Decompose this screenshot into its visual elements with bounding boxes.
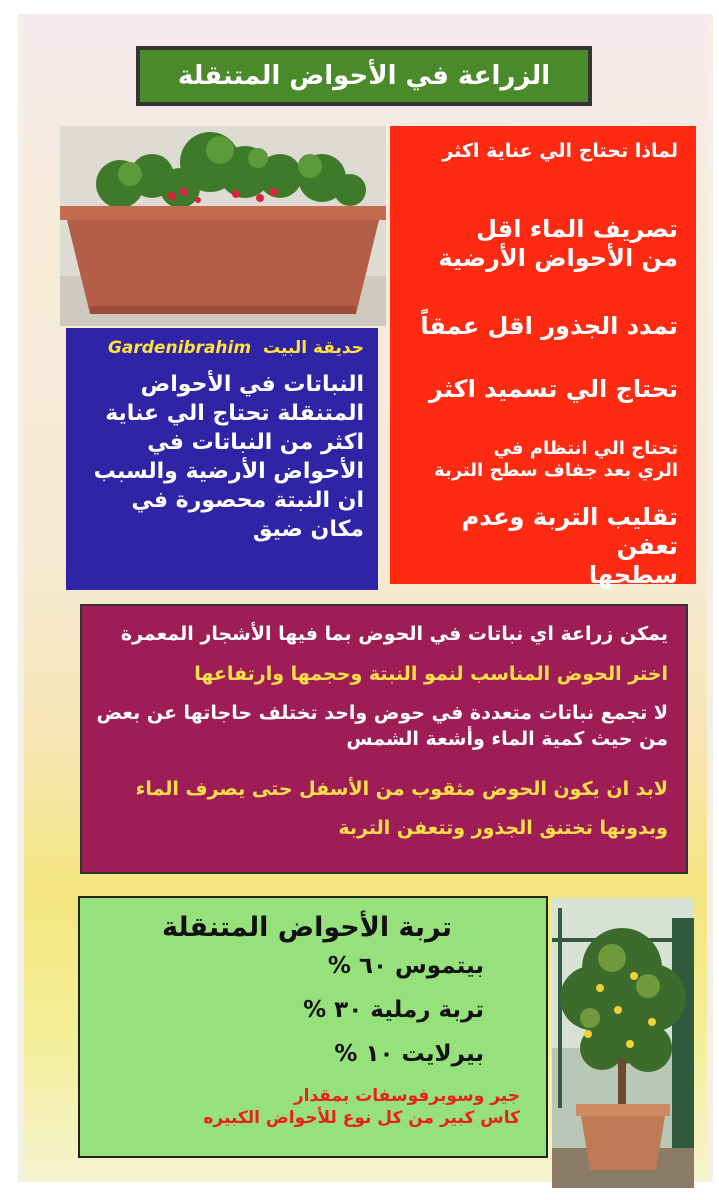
lemon-tree-photo	[552, 898, 694, 1188]
tip-line: يمكن زراعة اي نباتات في الحوض بما فيها الأشجار المعمرة	[120, 623, 668, 645]
care-reason-item: تحتاج الي تسميد اكثر	[428, 375, 678, 404]
soil-mix-item: بيرلايت ١٠ %	[334, 1041, 484, 1067]
intro-panel	[66, 328, 378, 590]
soil-mix-panel	[78, 896, 548, 1158]
soil-mix-item: تربة رملية ٣٠ %	[303, 997, 484, 1023]
soil-mix-note: جير وسوبرفوسفات بمقدار كاس كبير من كل نوع للأحواض الكبيره	[203, 1086, 520, 1129]
tip-line: وبدونها تختنق الجذور وتتعفن التربة	[338, 817, 668, 840]
planter-photo	[60, 126, 386, 326]
intro-heading	[76, 338, 364, 358]
intro-body: النباتات في الأحواض المتنقلة تحتاج الي عناية اكثر من النباتات في الأحواض الأرضية والسبب ان النبتة محصورة في مكان ضيق	[93, 372, 364, 543]
soil-mix-title: تربة الأحواض المتنقلة	[162, 912, 452, 943]
tip-line: لا تجمع نباتات متعددة في حوض واحد تختلف حاجاتها عن بعض من حيث كمية الماء وأشعة الشمس	[96, 702, 668, 750]
care-reasons-intro: لماذا تحتاج الي عناية اكثر	[442, 140, 678, 162]
care-reasons-panel	[390, 126, 696, 589]
soil-mix-item: بيتموس ٦٠ %	[327, 953, 484, 979]
tip-line: لابد ان يكون الحوض مثقوب من الأسفل حتى يصرف الماء	[135, 777, 668, 800]
care-reason-item: تمدد الجذور اقل عمقاً	[420, 312, 678, 341]
care-reason-item: تحتاج الي انتظام في الري بعد جفاف سطح التربة	[434, 437, 678, 481]
care-reason-item: تصريف الماء اقل من الأحواض الأرضية	[438, 214, 678, 272]
tip-line: اختر الحوض المناسب لنمو النبتة وحجمها وارتفاعها	[194, 662, 668, 685]
brand-name: Gardenibrahim	[107, 338, 252, 358]
intro-heading-arabic: حديقة البيت	[262, 338, 364, 358]
poster	[18, 14, 713, 1182]
tips-panel	[80, 604, 688, 874]
care-reason-item: تقليب التربة وعدم تعفن سطحها	[461, 503, 678, 589]
page-title: الزراعة في الأحواض المتنقلة	[136, 46, 592, 106]
